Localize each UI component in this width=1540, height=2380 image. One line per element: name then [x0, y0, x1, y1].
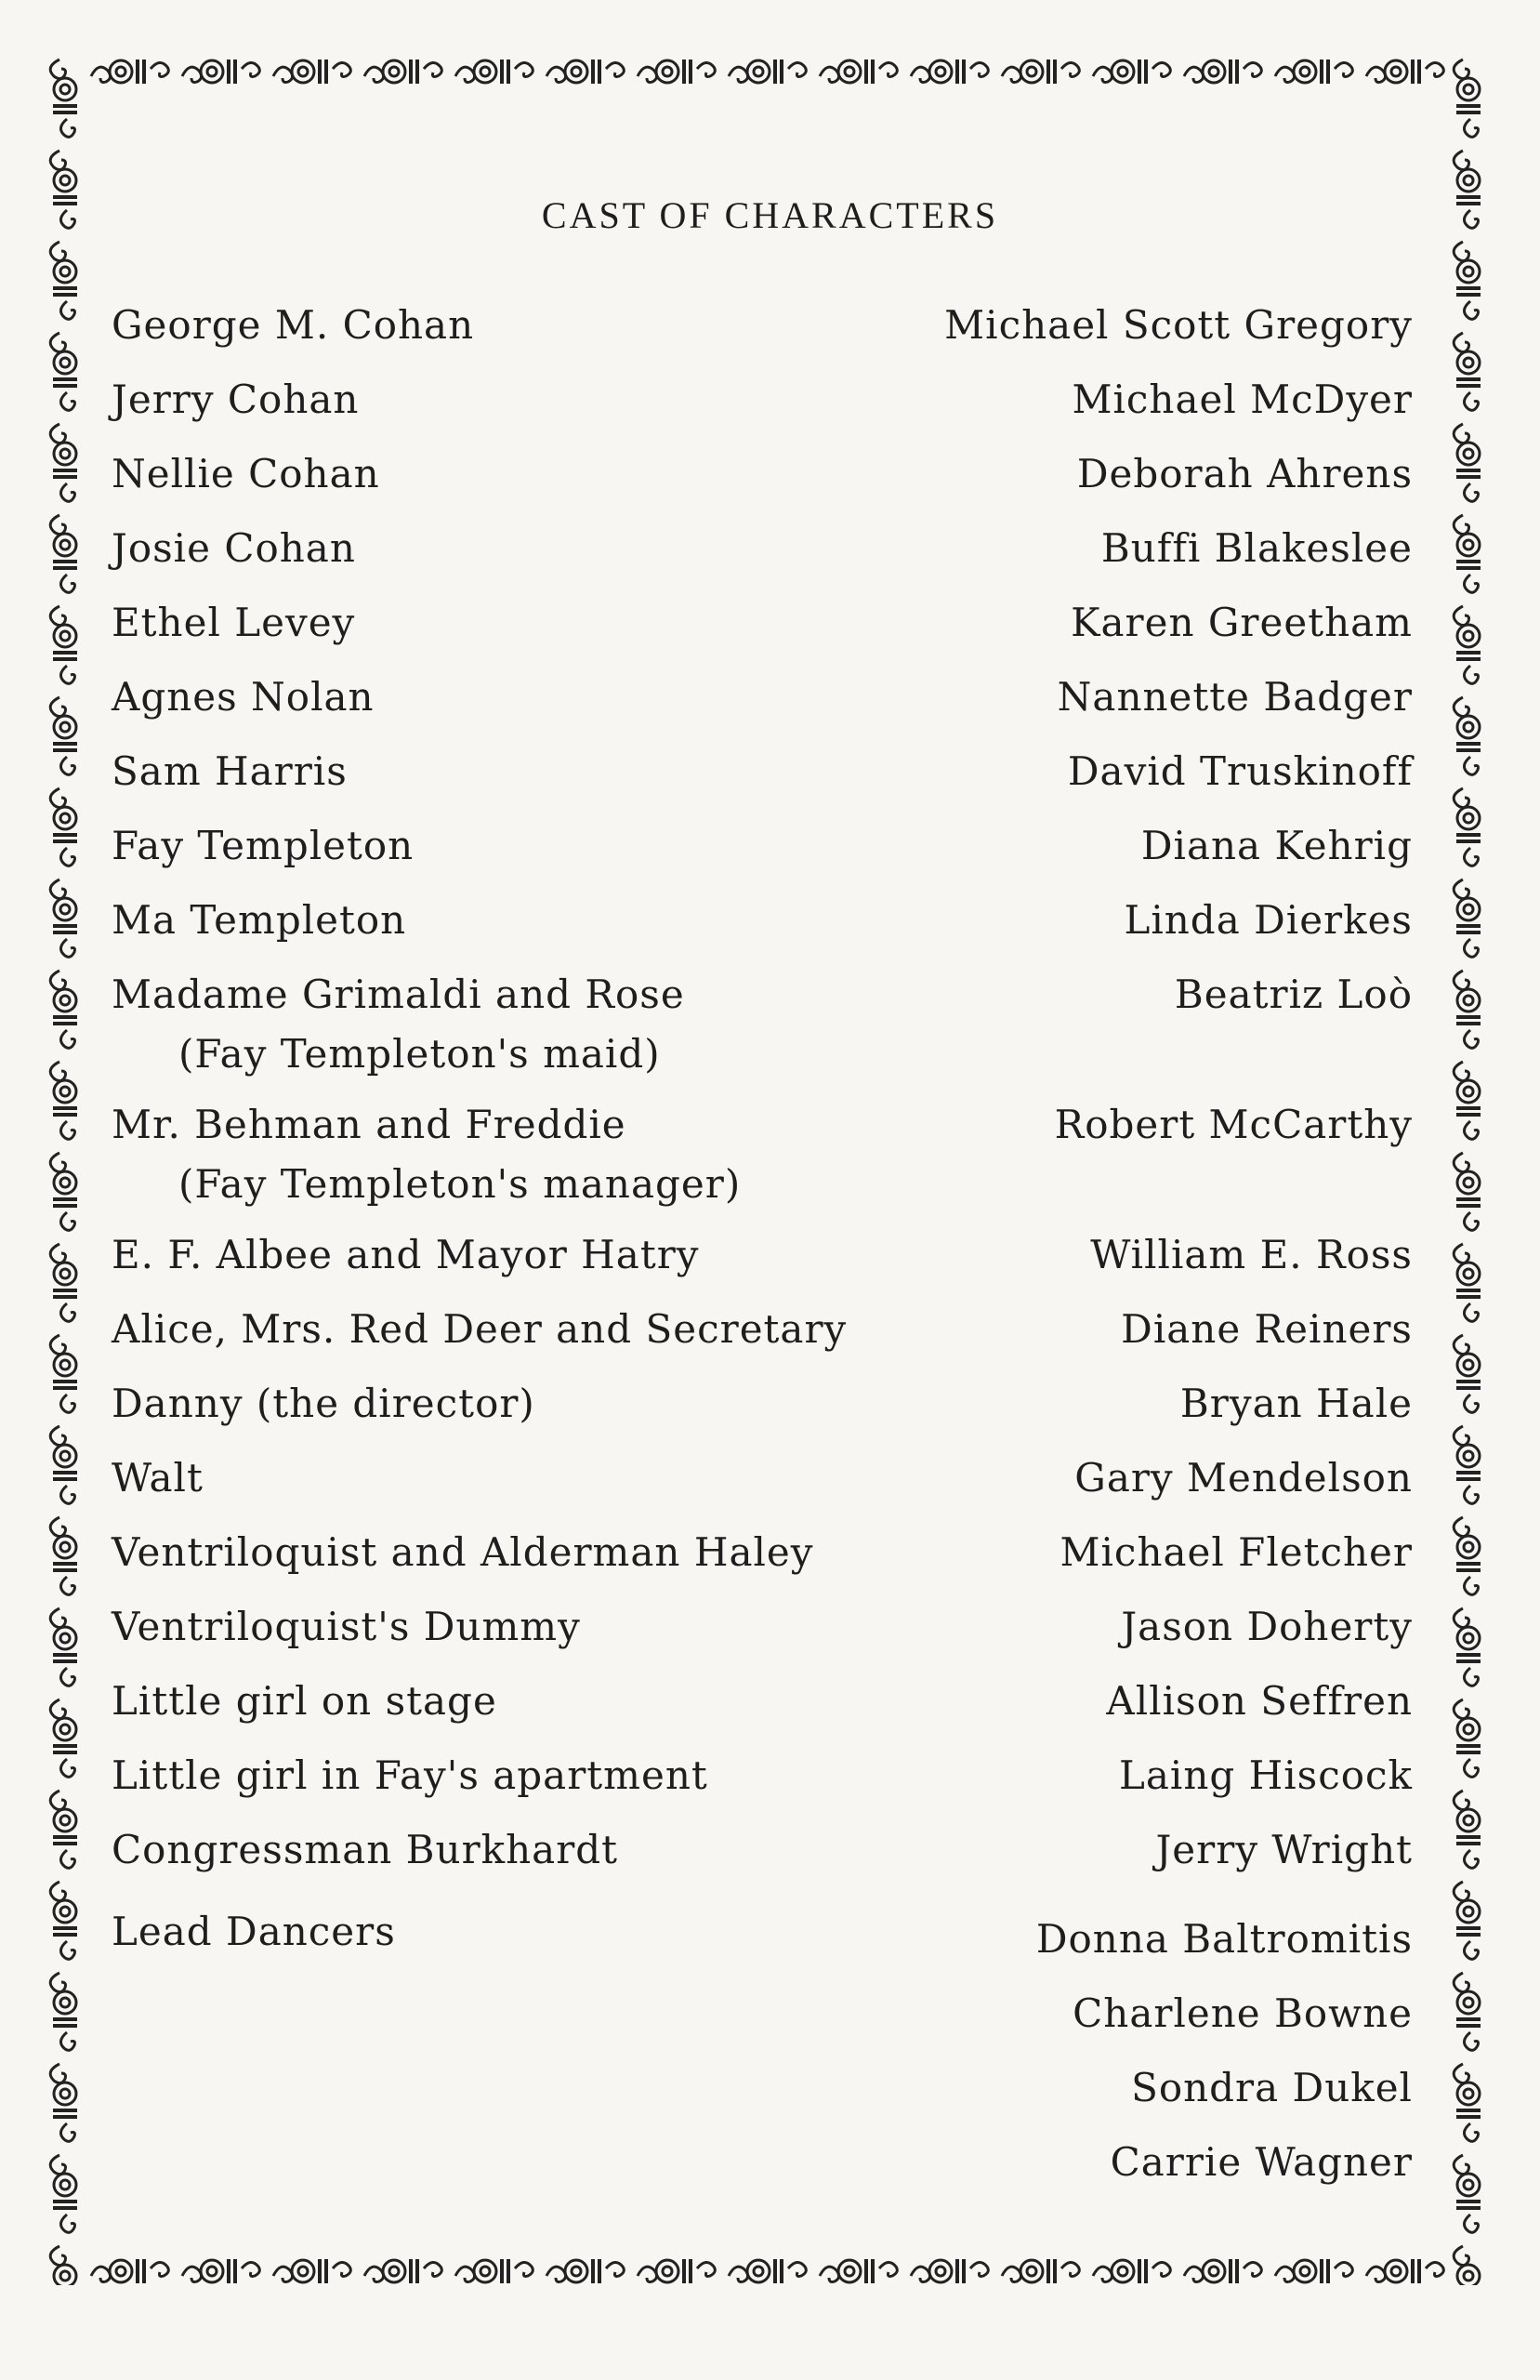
- role-name: Ma Templeton: [112, 897, 407, 943]
- role-description: (Fay Templeton's maid): [178, 1031, 661, 1077]
- role-name: Jerry Cohan: [112, 377, 360, 422]
- role-description: (Fay Templeton's manager): [178, 1161, 742, 1207]
- role-name: Lead Dancers: [112, 1909, 396, 1954]
- actor-name: Michael McDyer: [1072, 377, 1413, 422]
- actor-name: Diana Kehrig: [1140, 823, 1413, 868]
- role-name: Little girl on stage: [112, 1678, 497, 1724]
- actor-name: Karen Greetham: [1071, 600, 1413, 645]
- ornamental-border-bottom: [86, 2248, 1452, 2294]
- role-name: Ethel Levey: [112, 600, 356, 645]
- role-name: Ventriloquist and Alderman Haley: [112, 1529, 814, 1575]
- actor-name: Gary Mendelson: [1074, 1455, 1413, 1501]
- ornamental-border-top: [86, 48, 1452, 95]
- actor-name: Donna Baltromitis: [1035, 1916, 1413, 1962]
- role-name: Nellie Cohan: [112, 451, 380, 496]
- actor-name: Michael Scott Gregory: [944, 302, 1413, 348]
- actor-name: Allison Seffren: [1106, 1678, 1413, 1724]
- role-title: Mr. Behman and Freddie: [112, 1102, 626, 1147]
- actor-name: Diane Reiners: [1121, 1306, 1413, 1352]
- actor-name: Michael Fletcher: [1060, 1529, 1413, 1575]
- actor-name: Charlene Bowne: [1073, 1990, 1413, 2036]
- actor-name: David Truskinoff: [1067, 748, 1413, 794]
- actor-name: Bryan Hale: [1179, 1381, 1413, 1426]
- actor-name: Robert McCarthy: [1054, 1102, 1413, 1147]
- page-title: CAST OF CHARACTERS: [541, 194, 999, 236]
- role-name: Agnes Nolan: [112, 674, 375, 720]
- actor-name: Sondra Dukel: [1131, 2065, 1413, 2110]
- actor-name: Carrie Wagner: [1110, 2139, 1413, 2185]
- role-name: Congressman Burkhardt: [112, 1827, 619, 1872]
- actor-name: Linda Dierkes: [1124, 897, 1413, 943]
- role-name: E. F. Albee and Mayor Hatry: [112, 1232, 700, 1277]
- actor-name: Jason Doherty: [1121, 1604, 1413, 1649]
- role-title: Madame Grimaldi and Rose: [112, 972, 685, 1017]
- actor-name: Deborah Ahrens: [1076, 451, 1413, 496]
- role-name: Josie Cohan: [112, 525, 356, 571]
- role-name: Little girl in Fay's apartment: [112, 1752, 708, 1798]
- role-name: Walt: [112, 1455, 204, 1501]
- actor-name: Laing Hiscock: [1118, 1752, 1413, 1798]
- ornamental-border-left: [43, 54, 87, 2285]
- role-name: [112, 965, 874, 1084]
- role-name: Sam Harris: [112, 748, 348, 794]
- role-name: Danny (the director): [112, 1381, 535, 1426]
- actor-name: Nannette Badger: [1057, 674, 1413, 720]
- role-name: [112, 1095, 874, 1214]
- role-name: George M. Cohan: [112, 302, 475, 348]
- ornamental-border-right: [1446, 54, 1491, 2285]
- actor-name: Buffi Blakeslee: [1100, 525, 1413, 571]
- actor-list: [1036, 1902, 1413, 2200]
- actor-name: William E. Ross: [1090, 1232, 1413, 1277]
- actor-name: Jerry Wright: [1155, 1827, 1413, 1872]
- actor-name: Beatriz Loò: [1174, 972, 1413, 1017]
- role-name: Alice, Mrs. Red Deer and Secretary: [112, 1306, 848, 1352]
- role-name: Fay Templeton: [112, 823, 415, 868]
- role-name: Ventriloquist's Dummy: [112, 1604, 581, 1649]
